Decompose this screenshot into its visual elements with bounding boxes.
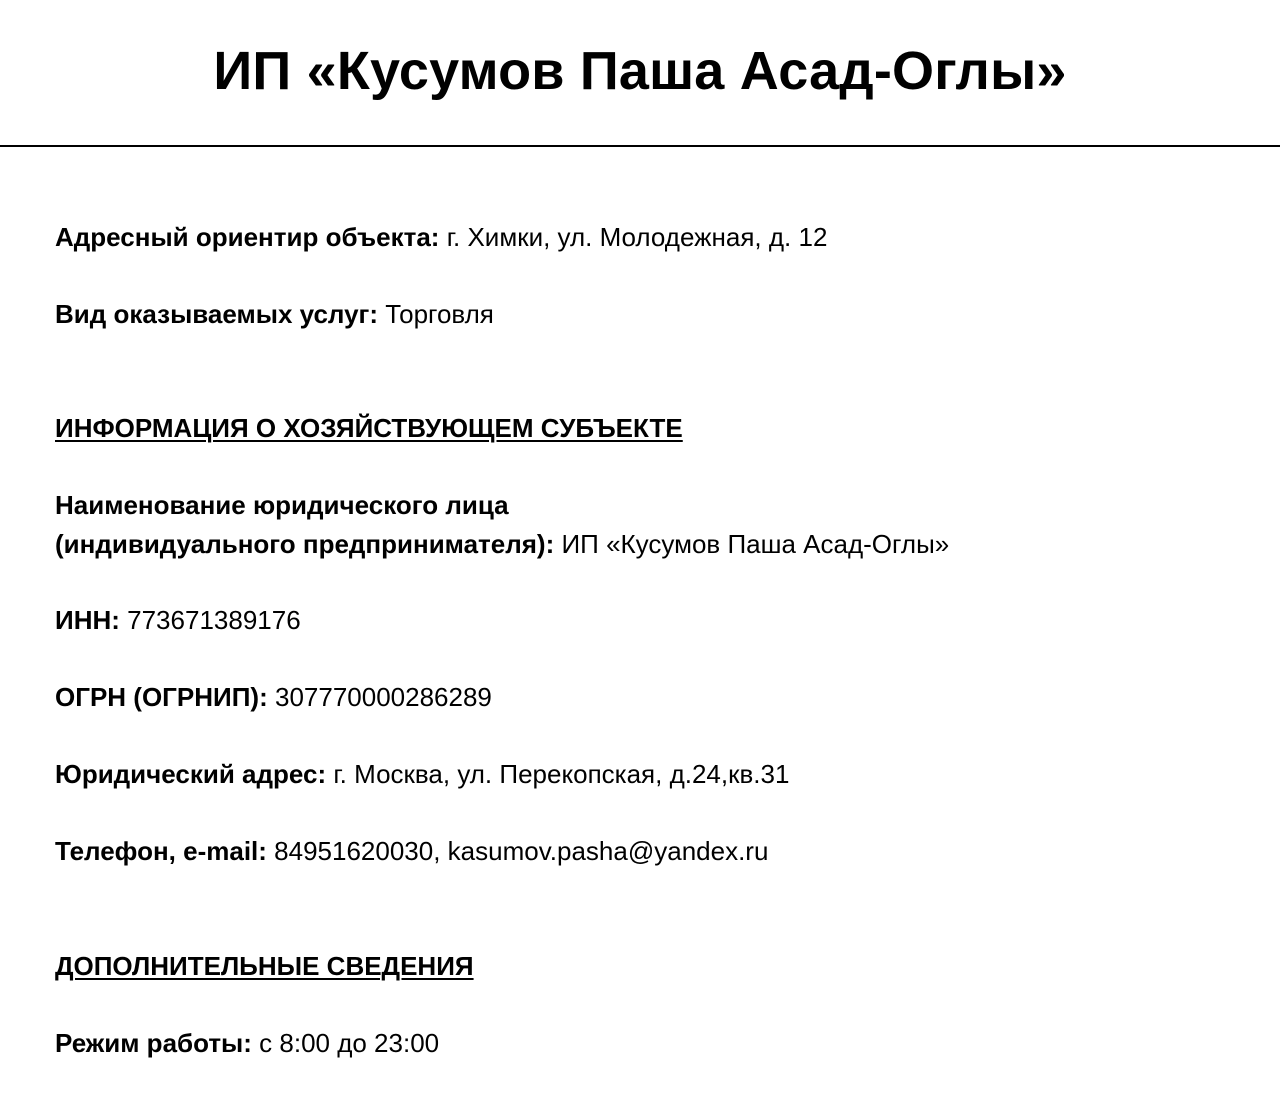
service-type-label: Вид оказываемых услуг: xyxy=(55,299,379,329)
entity-section-heading: ИНФОРМАЦИЯ О ХОЗЯЙСТВУЮЩЕМ СУБЪЕКТЕ xyxy=(55,413,683,443)
page-title: ИП «Кусумов Паша Асад-Оглы» xyxy=(213,41,1067,101)
title-divider xyxy=(0,145,1280,147)
entity-name-label-first: Наименование юридического лица xyxy=(55,490,509,520)
working-hours-label: Режим работы: xyxy=(55,1028,252,1058)
service-type-value: Торговля xyxy=(385,299,494,329)
object-address-value: г. Химки, ул. Молодежная, д. 12 xyxy=(446,222,828,252)
entity-name-label-second: (индивидуального предпринимателя): xyxy=(55,529,555,559)
ogrn-label: ОГРН (ОГРНИП): xyxy=(55,682,268,712)
inn-value: 773671389176 xyxy=(127,605,301,635)
contact-row xyxy=(55,832,768,870)
ogrn-value: 307770000286289 xyxy=(274,682,492,712)
additional-section-heading: ДОПОЛНИТЕЛЬНЫЕ СВЕДЕНИЯ xyxy=(55,951,474,981)
contact-value: 84951620030, kasumov.pasha@yandex.ru xyxy=(274,836,769,866)
working-hours-row xyxy=(55,1024,439,1062)
ogrn-row xyxy=(55,678,492,716)
inn-label: ИНН: xyxy=(55,605,120,635)
entity-name-row xyxy=(55,525,949,563)
entity-name-label-line1 xyxy=(55,486,509,524)
service-type-row xyxy=(55,295,494,333)
legal-address-label: Юридический адрес: xyxy=(55,759,327,789)
contact-label: Телефон, e-mail: xyxy=(55,836,267,866)
entity-name-value: ИП «Кусумов Паша Асад-Оглы» xyxy=(561,529,950,559)
legal-address-row xyxy=(55,755,789,793)
legal-address-value: г. Москва, ул. Перекопская, д.24,кв.31 xyxy=(333,759,790,789)
inn-row xyxy=(55,601,301,639)
object-address-row xyxy=(55,218,827,256)
working-hours-value: с 8:00 до 23:00 xyxy=(259,1028,440,1058)
object-address-label: Адресный ориентир объекта: xyxy=(55,222,440,252)
